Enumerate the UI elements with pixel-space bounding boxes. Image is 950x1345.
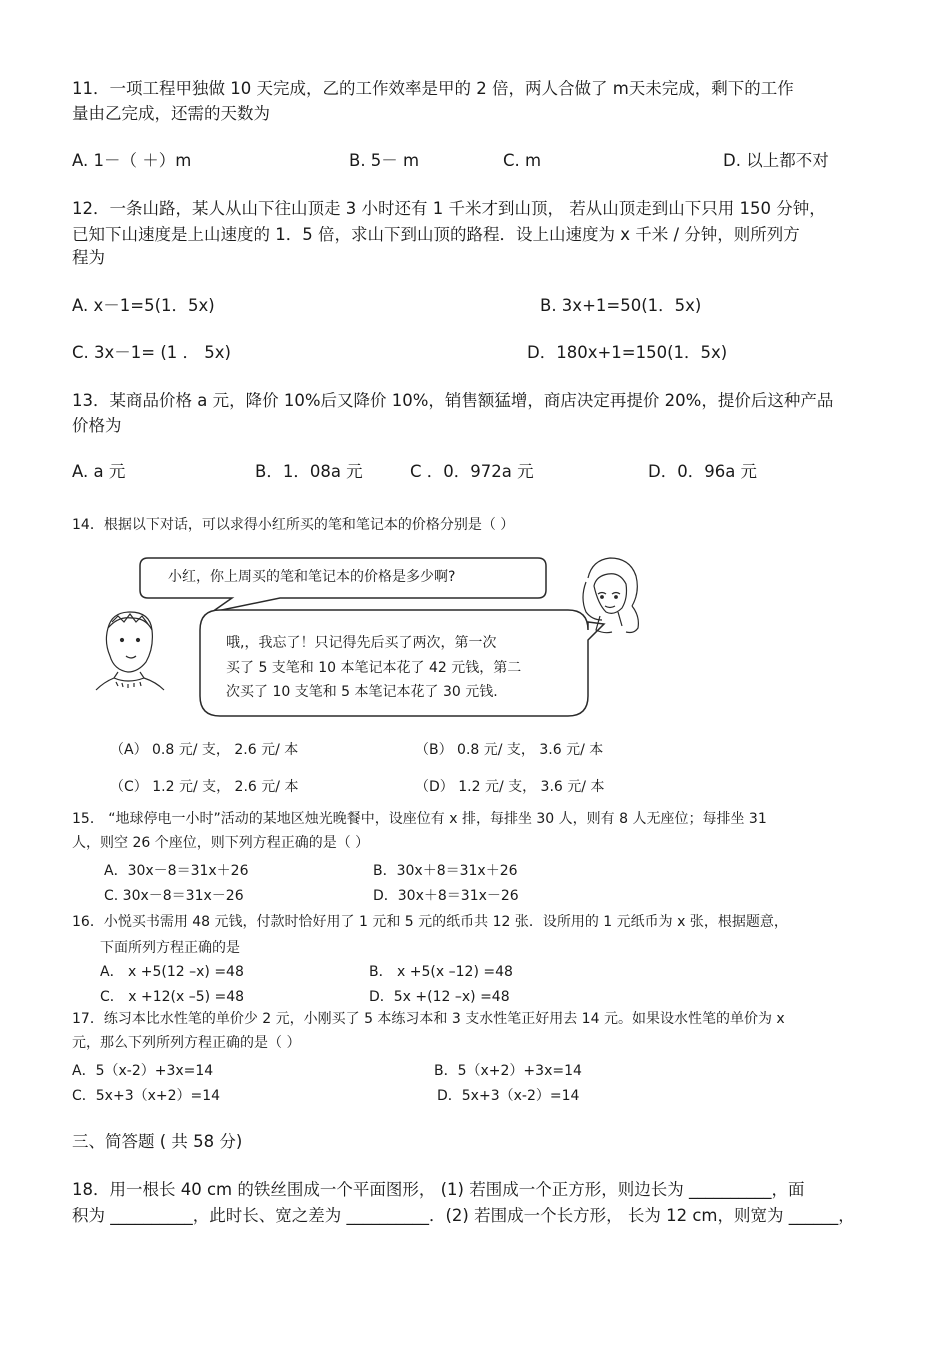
q17-option-a: A．5（x-2）+3x=14 (72, 1063, 214, 1079)
q16-option-a: A． x +5(12 –x) =48 (100, 964, 244, 980)
q12-option-b: B. 3x+1=50(1．5x) (540, 296, 702, 315)
q15-stem-line2: 人，则空 26 个座位，则下列方程正确的是（ ） (72, 835, 370, 851)
q14-option-b: （B） 0.8 元/ 支， 3.6 元/ 本 (415, 742, 604, 758)
q12-option-c: C. 3x－1= (1 ． 5x) (72, 343, 231, 362)
q11-option-b: B. 5－ m (349, 151, 420, 170)
q14-stem: 14．根据以下对话，可以求得小红所买的笔和笔记本的价格分别是（ ） (72, 517, 515, 533)
q17-stem-line2: 元，那么下列所列方程正确的是（ ） (72, 1035, 301, 1051)
q12-option-a: A. x－1=5(1．5x) (72, 296, 215, 315)
q15-option-b: B．30x＋8＝31x＋26 (373, 863, 518, 879)
q16-option-d: D．5x +(12 –x) =48 (369, 989, 510, 1005)
q15-option-a: A．30x－8＝31x＋26 (104, 863, 249, 879)
q12-stem-line2: 已知下山速度是上山速度的 1．5 倍，求山下到山顶的路程．设上山速度为 x 千米 / 分钟，则所列方 (72, 225, 800, 244)
boy-avatar (96, 612, 164, 690)
section-3-title: 三、简答题 ( 共 58 分) (72, 1132, 243, 1151)
bottom-bubble-line2: 买了 5 支笔和 10 本笔记本花了 42 元钱，第二 (226, 660, 522, 676)
q12-stem-line3: 程为 (72, 248, 105, 267)
q17-stem-line1: 17．练习本比水性笔的单价少 2 元，小刚买了 5 本练习本和 3 支水性笔正好用去 14 元。如果设水性笔的单价为 x (72, 1011, 785, 1027)
q13-stem-line2: 价格为 (72, 416, 122, 435)
q17-option-d: D．5x+3（x-2）=14 (437, 1088, 580, 1104)
q13-option-c: C ．0．972a 元 (410, 462, 534, 481)
bottom-bubble-line3: 次买了 10 支笔和 5 本笔记本花了 30 元钱. (226, 684, 498, 700)
q13-option-a: A. a 元 (72, 462, 126, 481)
q11-option-a: A. 1－（ ＋）m (72, 151, 192, 170)
q16-option-b: B． x +5(x –12) =48 (369, 964, 513, 980)
q15-option-c: C. 30x－8＝31x－26 (104, 888, 244, 904)
q15-option-d: D．30x＋8＝31x－26 (373, 888, 519, 904)
q11-option-c: C. m (503, 151, 542, 170)
q11-stem-line2: 量由乙完成，还需的天数为 (72, 104, 270, 123)
q13-stem-line1: 13．某商品价格 a 元，降价 10%后又降价 10%，销售额猛增，商店决定再提价 20%，提价后这种产品 (72, 391, 834, 410)
q17-option-c: C．5x+3（x+2）=14 (72, 1088, 221, 1104)
q15-stem-line1: 15． “地球停电一小时”活动的某地区烛光晚餐中，设座位有 x 排，每排坐 30 人，则有 8 人无座位；每排坐 31 (72, 811, 767, 827)
bottom-bubble-line1: 哦,，我忘了！只记得先后买了两次，第一次 (226, 635, 497, 651)
q14-option-c: （C） 1.2 元/ 支， 2.6 元/ 本 (110, 779, 299, 795)
q14-option-a: （A） 0.8 元/ 支， 2.6 元/ 本 (110, 742, 299, 758)
q11-stem-line1: 11．一项工程甲独做 10 天完成，乙的工作效率是甲的 2 倍，两人合做了 m天未完成，剩下的工作 (72, 79, 794, 98)
top-bubble-text: 小红，你上周买的笔和笔记本的价格是多少啊? (168, 569, 456, 585)
girl-avatar (583, 558, 638, 633)
q16-stem-line2: 下面所列方程正确的是 (100, 940, 240, 956)
q14-option-d: （D） 1.2 元/ 支， 3.6 元/ 本 (415, 779, 605, 795)
q18-line1: 18．用一根长 40 cm 的铁丝围成一个平面图形， (1) 若围成一个正方形，则边长为 __________，面 (72, 1180, 805, 1199)
q13-option-d: D．0．96a 元 (648, 462, 758, 481)
q11-option-d: D. 以上都不对 (723, 151, 829, 170)
q13-option-b: B．1．08a 元 (255, 462, 363, 481)
q17-option-b: B．5（x+2）+3x=14 (434, 1063, 582, 1079)
q16-option-c: C． x +12(x –5) =48 (100, 989, 245, 1005)
top-speech-bubble (140, 558, 546, 612)
q16-stem-line1: 16．小悦买书需用 48 元钱，付款时恰好用了 1 元和 5 元的纸币共 12 张．设所用的 1 元纸币为 x 张，根据题意， (72, 914, 788, 930)
q12-stem-line1: 12．一条山路，某人从山下往山顶走 3 小时还有 1 千米才到山顶， 若从山顶走到山下只用 150 分钟， (72, 199, 826, 218)
q12-option-d: D．180x+1=150(1．5x) (527, 343, 728, 362)
q18-line2: 积为 __________，此时长、宽之差为 __________．(2) 若围成一个长方形， 长为 12 cm，则宽为 ______， (72, 1206, 855, 1225)
